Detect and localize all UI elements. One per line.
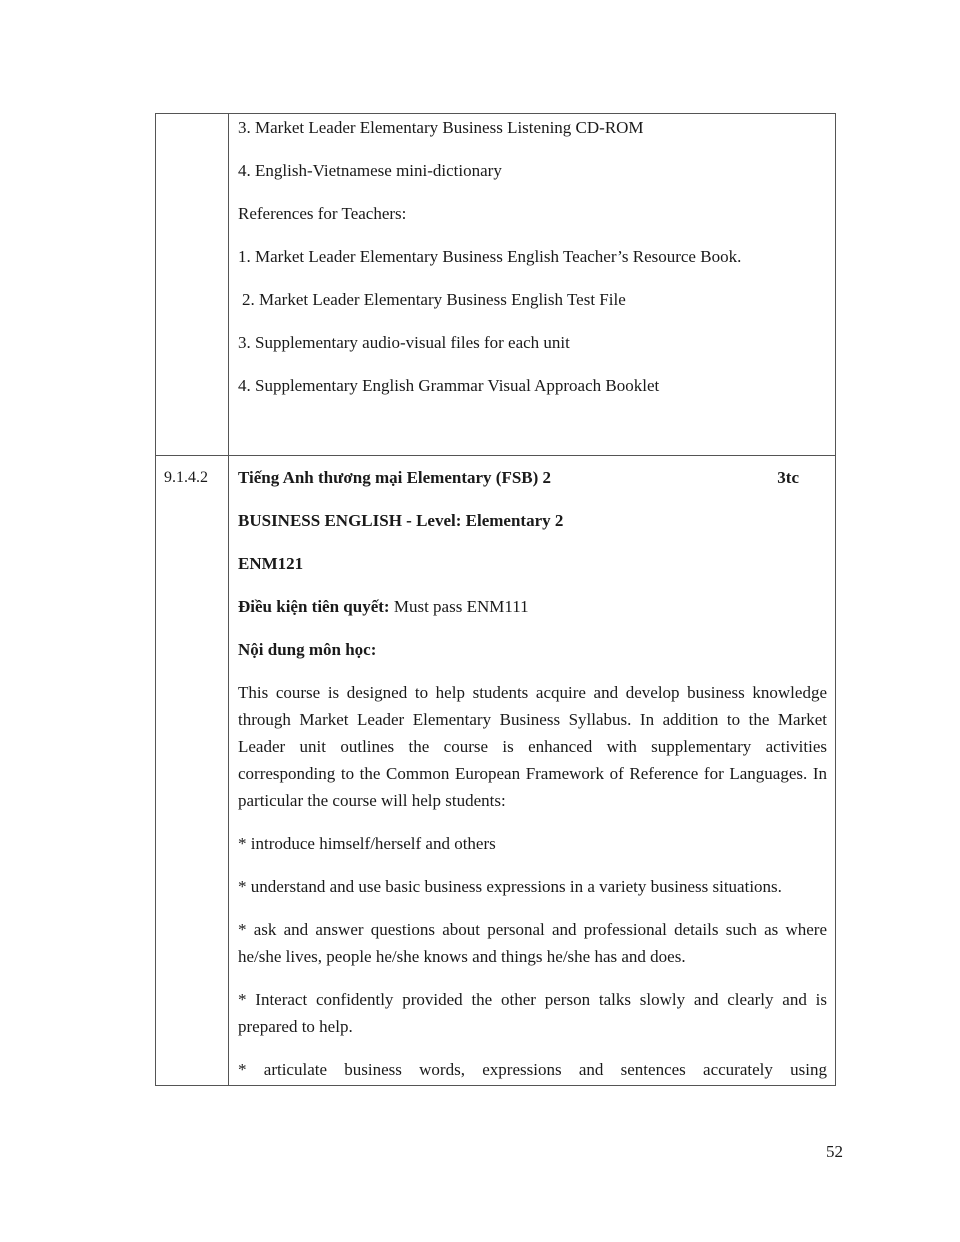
content-heading: Nội dung môn học: — [238, 640, 377, 659]
material-item-4: 4. English-Vietnamese mini-dictionary — [238, 161, 502, 180]
prerequisite-value: Must pass ENM111 — [389, 597, 529, 616]
course-description: This course is designed to help students acquire and develop business knowledge through Market Leader Elementary Business Syllabus. In addition to the Market Leader unit outlines the course is enhanced with supplementary activities corresponding to the Common European Framework of Reference for Languages. In particular the course will help students: — [238, 683, 827, 810]
reference-item-3: 3. Supplementary audio-visual files for each unit — [238, 333, 570, 352]
syllabus-table — [155, 113, 836, 1086]
code-cell — [156, 456, 229, 1086]
reference-item-2: 2. Market Leader Elementary Business English Test File — [242, 290, 626, 309]
reference-item-1: 1. Market Leader Elementary Business English Teacher’s Resource Book. — [238, 247, 742, 266]
material-item-3: 3. Market Leader Elementary Business Listening CD-ROM — [238, 118, 644, 137]
objective-item: * introduce himself/herself and others — [238, 834, 496, 853]
course-section-number: 9.1.4.2 — [164, 469, 208, 486]
course-title: Tiếng Anh thương mại Elementary (FSB) 2 — [238, 468, 552, 487]
course-code: ENM121 — [238, 554, 304, 573]
content-cell — [229, 114, 836, 456]
objective-item: * Interact confidently provided the other person talks slowly and clearly and is prepared to help. — [238, 990, 827, 1036]
table-row-course — [156, 456, 836, 1086]
prerequisite-label: Điều kiện tiên quyết: — [238, 597, 390, 616]
objective-item: * understand and use basic business expressions in a variety business situations. — [238, 877, 782, 896]
objective-item: * articulate business words, expressions and sentences accurately using — [238, 1060, 827, 1079]
course-english-title: BUSINESS ENGLISH - Level: Elementary 2 — [238, 511, 564, 530]
objective-item: * ask and answer questions about personal and professional details such as where he/she lives, people he/she knows and things he/she has and does. — [238, 920, 827, 966]
reference-item-4: 4. Supplementary English Grammar Visual Approach Booklet — [238, 376, 660, 395]
code-cell — [156, 114, 229, 456]
page-number: 52 — [826, 1142, 843, 1161]
course-title-row — [238, 464, 827, 491]
table-row-references — [156, 114, 836, 456]
course-credits: 3tc — [777, 468, 799, 487]
references-heading: References for Teachers: — [238, 204, 407, 223]
content-cell — [229, 456, 836, 1086]
prerequisite — [238, 593, 827, 620]
